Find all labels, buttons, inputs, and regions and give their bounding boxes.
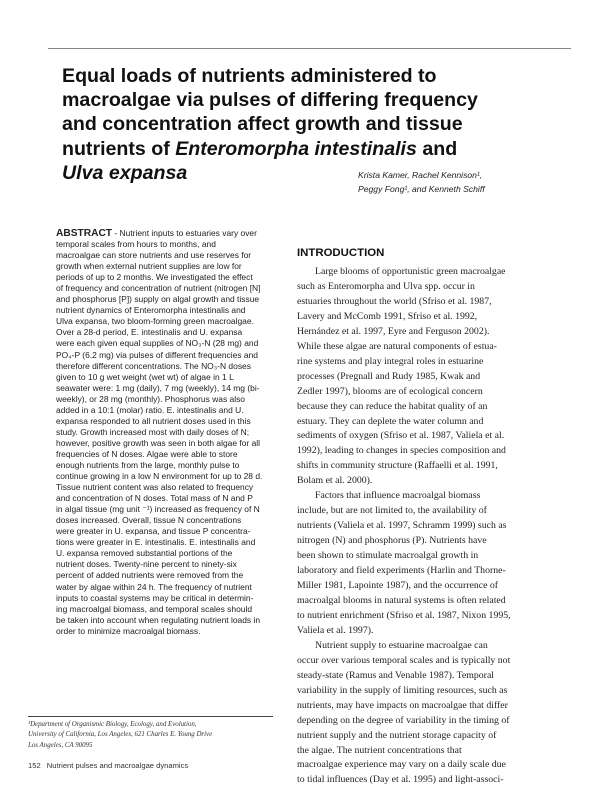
abstract-line: doses increased. Overall, tissue N concentrations [56, 515, 242, 526]
body-line: estuary. They can deplete the water column and [297, 415, 484, 427]
abstract-line: order to minimize macroalgal biomass. [56, 625, 201, 636]
abstract-line: temporal scales from hours to months, and [56, 239, 216, 250]
abstract-line: added in a 10:1 (molar) ratio. E. intestinalis and U. [56, 404, 244, 415]
footnote-line: University of California, Los Angeles, 621 Charles E. Young Drive [28, 731, 213, 739]
footnote-rule [28, 716, 273, 717]
body-line: variability in the supply of limiting resources, such as [297, 684, 508, 696]
abstract-line: periods of up to 2 months. We investigated the effect [56, 272, 253, 283]
title-line: Equal loads of nutrients administered to [62, 65, 437, 87]
body-line: nutrient supply and the nutrient storage capacity of [297, 729, 497, 741]
abstract-line: and phosphorus [P]) supply on algal growth and tissue [56, 294, 260, 305]
abstract-line: tions were greater in E. intestinalis. E. intestinalis and [56, 537, 256, 548]
body-line: rine systems and play integral roles in estuarine [297, 355, 484, 367]
abstract-line: weekly), or 28 mg (monthly). Phosphorus was also [56, 393, 245, 404]
abstract-line: expansa responded to all nutrient doses used in this [56, 415, 251, 426]
title-line [62, 137, 542, 161]
abstract-line: growth when external nutrient supplies are low for [56, 261, 242, 272]
title-species: Ulva expansa [62, 161, 188, 184]
abstract-line [56, 228, 288, 239]
abstract-line: were greater in U. expansa, and tissue P concentra- [56, 526, 251, 537]
author-line: Peggy Fong¹, and Kenneth Schiff [358, 183, 485, 194]
top-rule [48, 48, 571, 49]
abstract-line: water by algae within 24 h. The frequency of nutrient [56, 581, 252, 592]
title-text: nutrients of [62, 137, 176, 160]
title-line: and concentration affect growth and tissue [62, 113, 463, 136]
body-line: While these algae are natural components of estua- [297, 340, 497, 352]
abstract-line: were each given equal supplies of NO₃-N (28 mg) and [56, 338, 259, 349]
abstract-line: therefore different concentrations. The NO₃-N doses [56, 360, 251, 371]
abstract-line: macroalgae can store nutrients and use reserves for [56, 250, 252, 261]
body-line: sediments of oxygen (Sfriso et al. 1987, Valiela et al. [297, 430, 505, 442]
body-line: nutrients, may have impacts on macroalgae that differ [297, 699, 508, 711]
abstract-line: however, positive growth was seen in both algae for all [56, 437, 261, 448]
body-line: occur over various temporal scales and is typically not [297, 654, 511, 666]
body-line: because they can reduce the habitat quality of an [297, 400, 488, 412]
abstract-line: PO₄-P (6.2 mg) via pulses of different frequencies and [56, 349, 258, 360]
abstract-line: Over a 28-d period, E. intestinalis and U. expansa [56, 327, 243, 338]
abstract-line: nutrient doses. Twenty-nine percent to ninety-six [56, 559, 237, 570]
abstract-line: and concentration of N doses. Total mass of N and P [56, 493, 253, 504]
abstract-line: nutrient dynamics of Enteromorpha intestinalis and [56, 305, 246, 316]
abstract-line: seawater were: 1 mg (daily), 7 mg (weekly), 14 mg (bi- [56, 382, 260, 393]
affiliation-footnote [28, 720, 278, 751]
title-line: macroalgae via pulses of differing frequency [62, 89, 478, 112]
abstract-line: ing macroalgal biomass, and temporal scales should [56, 603, 253, 614]
body-line: laboratory and field experiments (Harlin and Thorne- [297, 565, 506, 577]
introduction-section [297, 246, 547, 788]
body-line: estuaries throughout the world (Sfriso et al. 1987, [297, 295, 492, 307]
abstract-heading: ABSTRACT [56, 228, 113, 239]
body-line: Miller 1981, Lapointe 1987), and the occurrence of [297, 580, 499, 592]
body-line: Zedler 1997), blooms are of ecological concern [297, 385, 483, 397]
body-line: steady-state (Ramus and Venable 1987). Temporal [297, 669, 495, 681]
body-line: Valiela et al. 1997). [297, 624, 374, 636]
body-line: depending on the degree of variability in the timing of [297, 714, 510, 726]
section-heading: INTRODUCTION [297, 247, 385, 259]
body-line: include, but are not limited to, the availability of [297, 505, 487, 517]
body-line: Bolam et al. 2000). [297, 475, 373, 487]
abstract-line: be taken into account when regulating nutrient loads in [56, 614, 261, 625]
abstract-line: given to 10 g wet weight (wet wt) of algae in 1 L [56, 371, 234, 382]
body-line: macroalgal blooms in natural systems is often related [297, 594, 506, 606]
title-text: and [416, 137, 458, 160]
footnote-line: ¹Department of Organismic Biology, Ecology, and Evolution, [28, 721, 197, 728]
body-line: to nutrient enrichment (Sfriso et al. 1987, Nixon 1995, [297, 609, 511, 621]
author-list [358, 169, 548, 197]
abstract-line: in algal tissue (mg unit ⁻¹) increased as frequency of N [56, 504, 260, 515]
abstract-block [56, 228, 288, 637]
body-line: to tidal influences (Day et al. 1995) and light-associ- [297, 774, 504, 786]
paper-title [62, 64, 542, 185]
footnote-line: Los Angeles, CA 90095 [28, 741, 93, 749]
body-line: processes (Pregnall and Rudy 1985, Kwak and [297, 370, 481, 382]
abstract-line: Tissue nutrient content was also related to frequency [56, 482, 254, 493]
body-line: Nutrient supply to estuarine macroalgae can [315, 639, 488, 651]
body-line: Large blooms of opportunistic green macroalgae [315, 266, 506, 277]
abstract-line: of frequency and concentration of nutrient (nitrogen [N] [56, 283, 261, 294]
abstract-line: U. expansa removed substantial portions of the [56, 548, 233, 559]
body-line: shifts in community structure (Raffaelli et al. 1991, [297, 460, 498, 472]
body-line: nitrogen (N) and phosphorus (P). Nutrients have [297, 535, 487, 547]
title-species: Enteromorpha intestinalis [175, 137, 417, 160]
body-line: macroalgae experience may vary on a daily scale due [297, 759, 506, 771]
abstract-line: percent of added nutrients were removed from the [56, 570, 244, 581]
body-line: the algae. The nutrient concentrations that [297, 744, 462, 756]
abstract-line: study. Growth increased most with daily doses of N; [56, 426, 250, 437]
body-line: been shown to stimulate macroalgal growth in [297, 550, 479, 562]
page-number: 152 [28, 761, 41, 770]
abstract-line: inputs to coastal systems may be critical in determin- [56, 592, 254, 603]
body-line: nutrients (Valiela et al. 1997, Schramm 1999) such as [297, 520, 507, 532]
body-line: 1992), leading to changes in species composition and [297, 445, 506, 457]
running-title: Nutrient pulses and macroalgae dynamics [46, 761, 189, 770]
body-line: Factors that influence macroalgal biomass [315, 490, 481, 502]
abstract-line: continue growing in a low N environment for up to 28 d. [56, 471, 263, 482]
abstract-line: frequencies of N doses. Algae were able to store [56, 448, 238, 459]
page-footer [28, 761, 188, 770]
abstract-line: Ulva expansa, two bloom-forming green macroalgae. [56, 316, 254, 327]
body-line: Lavery and McComb 1991, Sfriso et al. 1992, [297, 310, 478, 322]
body-line: Hernández et al. 1997, Eyre and Ferguson 2002). [297, 325, 490, 337]
author-line: Krista Kamer, Rachel Kennison¹, [358, 170, 483, 180]
body-line: such as Enteromorpha and Ulva spp. occur in [297, 280, 475, 292]
abstract-text: - Nutrient inputs to estuaries vary over [112, 228, 257, 238]
abstract-line: enough nutrients from the large, monthly pulse to [56, 459, 240, 470]
